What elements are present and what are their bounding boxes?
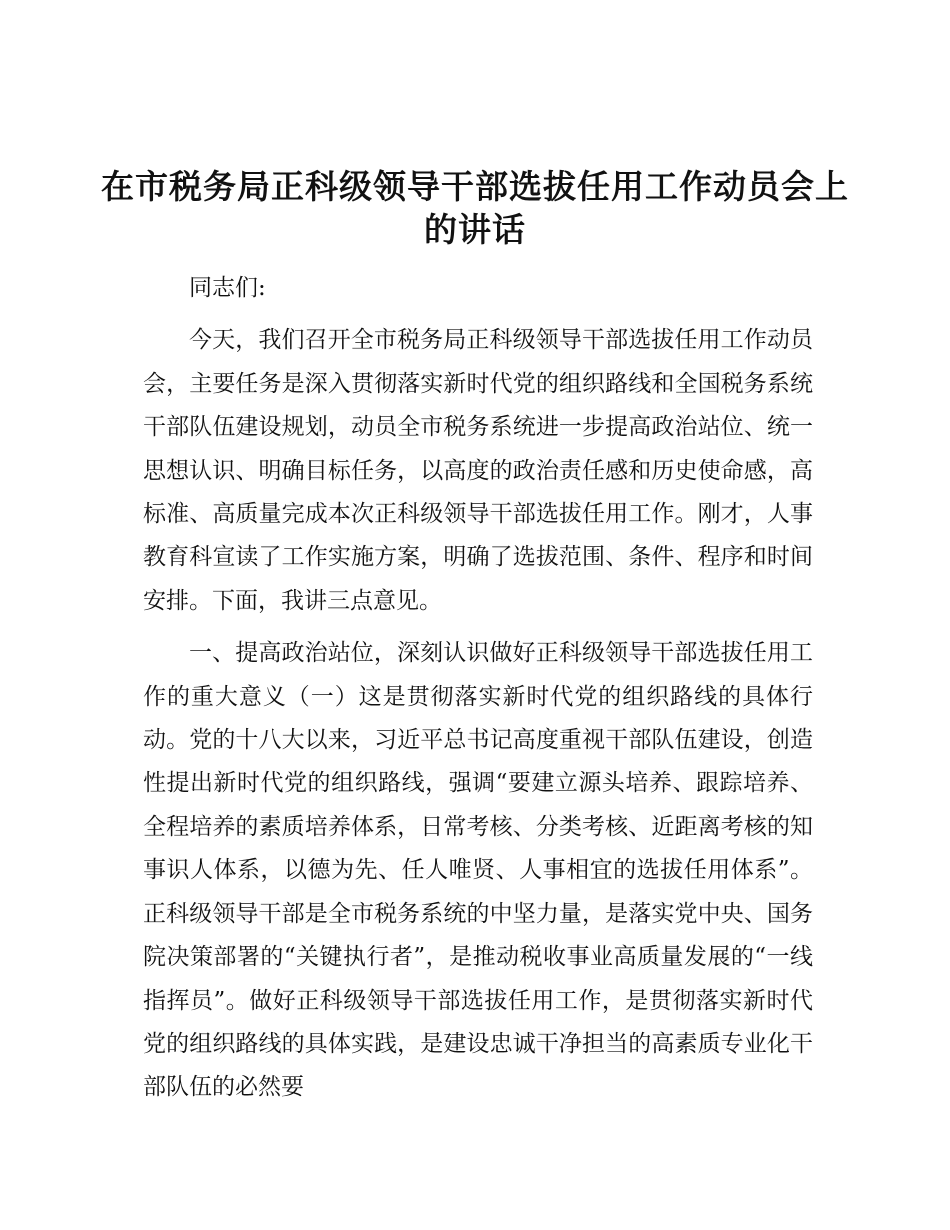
body-paragraph-section-one: 一、提高政治站位，深刻认识做好正科级领导干部选拔任用工作的重大意义（一）这是贯彻落实新时代党的组织路线的具体行动。党的十八大以来，习近平总书记高度重视干部队伍建设，创造性提出新时代党的组织路线，强调“要建立源头培养、跟踪培养、全程培养的素质培养体系，日常考核、分类考核、近距离考核的知事识人体系，以德为先、任人唯贤、人事相宜的选拔任用体系”。正科级领导干部是全市税务系统的中坚力量，是落实党中央、国务院决策部署的“关键执行者”，是推动税收事业高质量发展的“一线指挥员”。做好正科级领导干部选拔任用工作，是贯彻落实新时代党的组织路线的具体实践，是建设忠诚干净担当的高素质专业化干部队伍的必然要 xyxy=(143,640,813,1101)
document-body xyxy=(143,267,813,1119)
body-paragraph-intro: 今天，我们召开全市税务局正科级领导干部选拔任用工作动员会，主要任务是深入贯彻落实新时代党的组织路线和全国税务系统干部队伍建设规划，动员全市税务系统进一步提高政治站位、统一思想认识、明确目标任务，以高度的政治责任感和历史使命感，高标准、高质量完成本次正科级领导干部选拔任用工作。刚才，人事教育科宣读了工作实施方案，明确了选拔范围、条件、程序和时间安排。下面，我讲三点意见。 xyxy=(143,327,813,614)
greeting-paragraph: 同志们: xyxy=(189,275,266,301)
document-title: 在市税务局正科级领导干部选拔任用工作动员会上的讲话 xyxy=(101,167,849,249)
